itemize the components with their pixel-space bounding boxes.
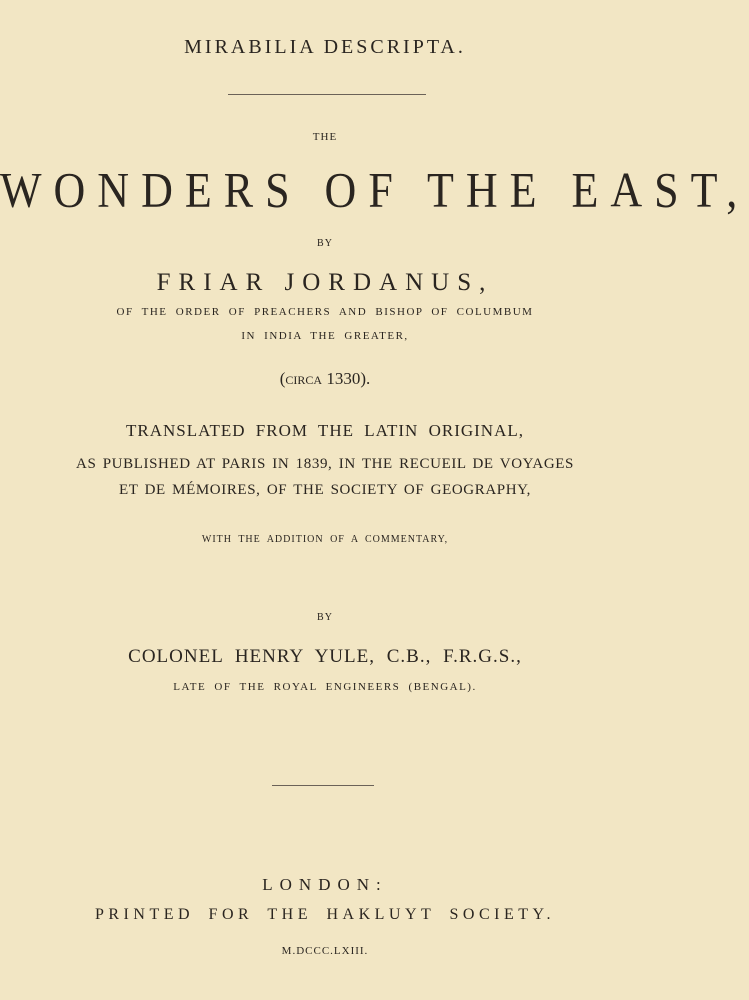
translated-line-2: AS PUBLISHED AT PARIS IN 1839, IN THE RECUEIL DE VOYAGES [76, 456, 574, 472]
place-of-publication: LONDON: [262, 875, 388, 894]
translated-line-1: TRANSLATED FROM THE LATIN ORIGINAL, [126, 421, 524, 440]
translator-name: COLONEL HENRY YULE, C.B., F.R.G.S., [128, 646, 522, 667]
author-description-1: OF THE ORDER OF PREACHERS AND BISHOP OF COLUMBUM [116, 306, 534, 318]
date-open-paren: ( [279, 369, 286, 388]
by-label-1: BY [317, 238, 333, 249]
date-line [0, 370, 650, 387]
publication-year: M.DCCC.LXIII. [281, 945, 369, 957]
author-name: FRIAR JORDANUS, [156, 269, 494, 296]
author-description-2: IN INDIA THE GREATER, [241, 330, 409, 342]
printer-line: PRINTED FOR THE HAKLUYT SOCIETY. [94, 906, 555, 923]
translator-description: LATE OF THE ROYAL ENGINEERS (BENGAL). [173, 681, 477, 693]
the-label: THE [312, 131, 338, 143]
translated-line-3: ET DE MÉMOIRES, OF THE SOCIETY OF GEOGRAPHY, [119, 482, 531, 498]
by-label-2: BY [317, 612, 333, 623]
middle-rule [272, 785, 374, 786]
date-circa: circa [285, 369, 323, 388]
series-title: MIRABILIA DESCRIPTA. [184, 36, 466, 58]
date-year: 1330). [326, 369, 371, 388]
top-rule [228, 94, 426, 95]
main-title: WONDERS OF THE EAST, [0, 162, 749, 218]
commentary-line: WITH THE ADDITION OF A COMMENTARY, [201, 534, 449, 545]
